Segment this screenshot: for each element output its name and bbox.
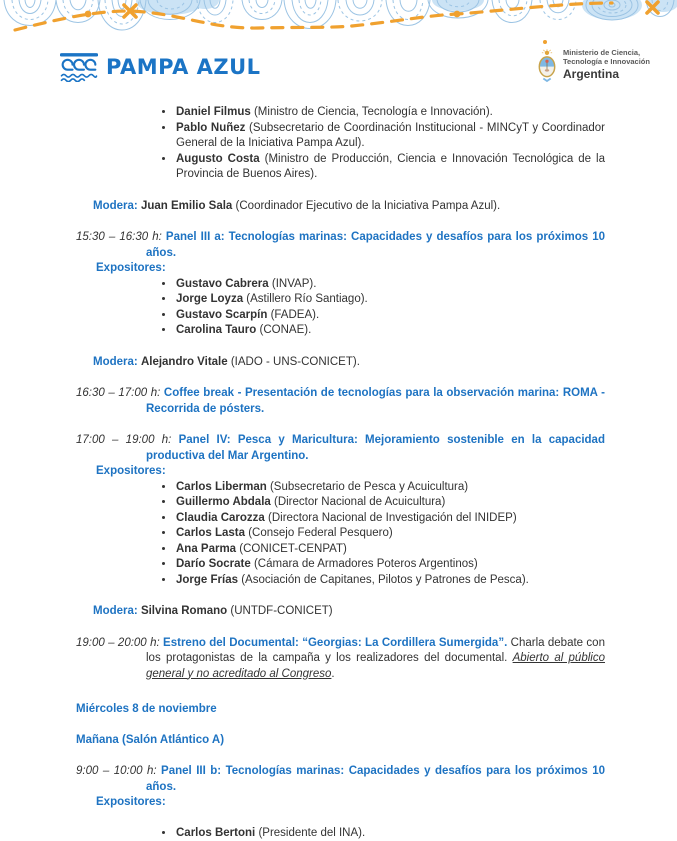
speaker-list — [76, 480, 605, 589]
speaker-item: • Gustavo Cabrera (INVAP). — [175, 277, 605, 293]
session-title: Panel IV: Pesca y Maricultura: Mejoramiento sostenible en la capacidad productiva del Mar Argentino. — [146, 434, 605, 462]
moderator-label: Modera: — [93, 200, 138, 212]
speaker-item: • Carolina Tauro (CONAE). — [175, 323, 605, 339]
country-name: Argentina — [563, 68, 650, 81]
session-entry: 19:00 – 20:00 h: Estreno del Documental: “Georgias: La Cordillera Sumergida”. Charla debate con los protagonistas de la campaña y los realizadores del documental. Abierto al público general y no acreditado al Congreso. — [76, 636, 605, 683]
ministry-line2: Tecnología e Innovación — [563, 57, 650, 66]
speaker-name: Guillermo Abdala — [176, 496, 271, 508]
expositores-label: Expositores: — [96, 464, 605, 480]
moderator-name: Silvina Romano — [141, 605, 227, 617]
moderator-label: Modera: — [93, 605, 138, 617]
speaker-name: Carlos Liberman — [176, 481, 267, 493]
speaker-item: • Carlos Bertoni (Presidente del INA). — [175, 826, 605, 841]
speaker-name: Pablo Nuñez — [176, 122, 245, 134]
moderator-line: Modera: Alejandro Vitale (IADO - UNS-CONICET). — [93, 355, 605, 371]
ministry-text-block — [563, 44, 650, 81]
speaker-name: Darío Socrate — [176, 558, 251, 570]
session-entry — [76, 230, 605, 261]
speaker-item: • Jorge Loyza (Astillero Río Santiago). — [175, 292, 605, 308]
speaker-item: • Guillermo Abdala (Director Nacional de Acuicultura) — [175, 495, 605, 511]
speaker-item: • Carlos Lasta (Consejo Federal Pesquero) — [175, 526, 605, 542]
session-entry — [76, 386, 605, 417]
speaker-list — [76, 277, 605, 339]
session-time: 16:30 – 17:00 h: — [76, 387, 160, 399]
session-title: Panel III a: Tecnologías marinas: Capacidades y desafíos para los próximos 10 años. — [146, 231, 605, 259]
speaker-item: • Claudia Carozza (Directora Nacional de Investigación del INIDEP) — [175, 511, 605, 527]
pampa-azul-logo — [60, 52, 261, 82]
speaker-name: Jorge Frías — [176, 574, 238, 586]
topographic-pattern — [0, 0, 677, 44]
speaker-name: Gustavo Cabrera — [176, 278, 269, 290]
speaker-name: Augusto Costa — [176, 153, 260, 165]
moderator-line: Modera: Silvina Romano (UNTDF-CONICET) — [93, 604, 605, 620]
speaker-item: • Jorge Frías (Asociación de Capitanes, Pilotos y Patrones de Pesca). — [175, 573, 605, 589]
speaker-item: • Gustavo Scarpín (FADEA). — [175, 308, 605, 324]
speaker-name: Carolina Tauro — [176, 324, 256, 336]
session-title: Panel III b: Tecnologías marinas: Capacidades y desafíos para los próximos 10 años. — [146, 765, 605, 793]
speaker-name: Gustavo Scarpín — [176, 309, 267, 321]
speaker-name: Daniel Filmus — [176, 106, 251, 118]
pampa-azul-wave-icon — [60, 52, 98, 82]
speaker-name: Ana Parma — [176, 543, 236, 555]
moderator-name: Alejandro Vitale — [141, 356, 228, 368]
session-time: 9:00 – 10:00 h: — [76, 765, 157, 777]
venue-heading: Mañana (Salón Atlántico A) — [76, 733, 605, 749]
speaker-item: • Ana Parma (CONICET-CENPAT) — [175, 542, 605, 558]
ministry-line1: Ministerio de Ciencia, — [563, 48, 640, 57]
session-time: 17:00 – 19:00 h: — [76, 434, 171, 446]
speaker-item: • Augusto Costa (Ministro de Producción, Ciencia e Innovación Tecnológica de la Provincia de Buenos Aires). — [175, 152, 605, 183]
expositores-label: Expositores: — [96, 795, 605, 811]
speaker-name: Carlos Lasta — [176, 527, 245, 539]
speaker-item: • Pablo Nuñez (Subsecretario de Coordinación Institucional - MINCyT y Coordinador General de la Iniciativa Pampa Azul). — [175, 121, 605, 152]
session-entry — [76, 764, 605, 795]
argentina-coat-of-arms-icon — [536, 46, 558, 86]
day-heading: Miércoles 8 de noviembre — [76, 702, 605, 718]
moderator-name: Juan Emilio Sala — [141, 200, 232, 212]
moderator-line: Modera: Juan Emilio Sala (Coordinador Ejecutivo de la Iniciativa Pampa Azul). — [93, 199, 605, 215]
speaker-name: Carlos Bertoni — [176, 827, 255, 839]
session-title: Coffee break - Presentación de tecnologías para la observación marina: ROMA - Recorrida de pósters. — [146, 387, 605, 415]
brand-name: PAMPA AZUL — [106, 55, 261, 79]
speaker-name: Jorge Loyza — [176, 293, 243, 305]
expositores-label: Expositores: — [96, 261, 605, 277]
session-time: 15:30 – 16:30 h: — [76, 231, 162, 243]
agenda — [76, 105, 605, 841]
speaker-name: Claudia Carozza — [176, 512, 265, 524]
session-entry — [76, 433, 605, 464]
session-title: Estreno del Documental: “Georgias: La Cordillera Sumergida”. — [163, 637, 507, 649]
speaker-list — [76, 105, 605, 183]
header — [0, 44, 677, 94]
speaker-item: • Daniel Filmus (Ministro de Ciencia, Tecnología e Innovación). — [175, 105, 605, 121]
session-time: 19:00 – 20:00 h: — [76, 637, 160, 649]
speaker-item: • Carlos Liberman (Subsecretario de Pesca y Acuicultura) — [175, 480, 605, 496]
session-note-underlined: Abierto al público general y no acreditado al Congreso — [146, 652, 605, 680]
speaker-item: • Darío Socrate (Cámara de Armadores Poteros Argentinos) — [175, 557, 605, 573]
moderator-label: Modera: — [93, 356, 138, 368]
speaker-list — [76, 826, 605, 841]
gov-logo — [536, 44, 650, 86]
